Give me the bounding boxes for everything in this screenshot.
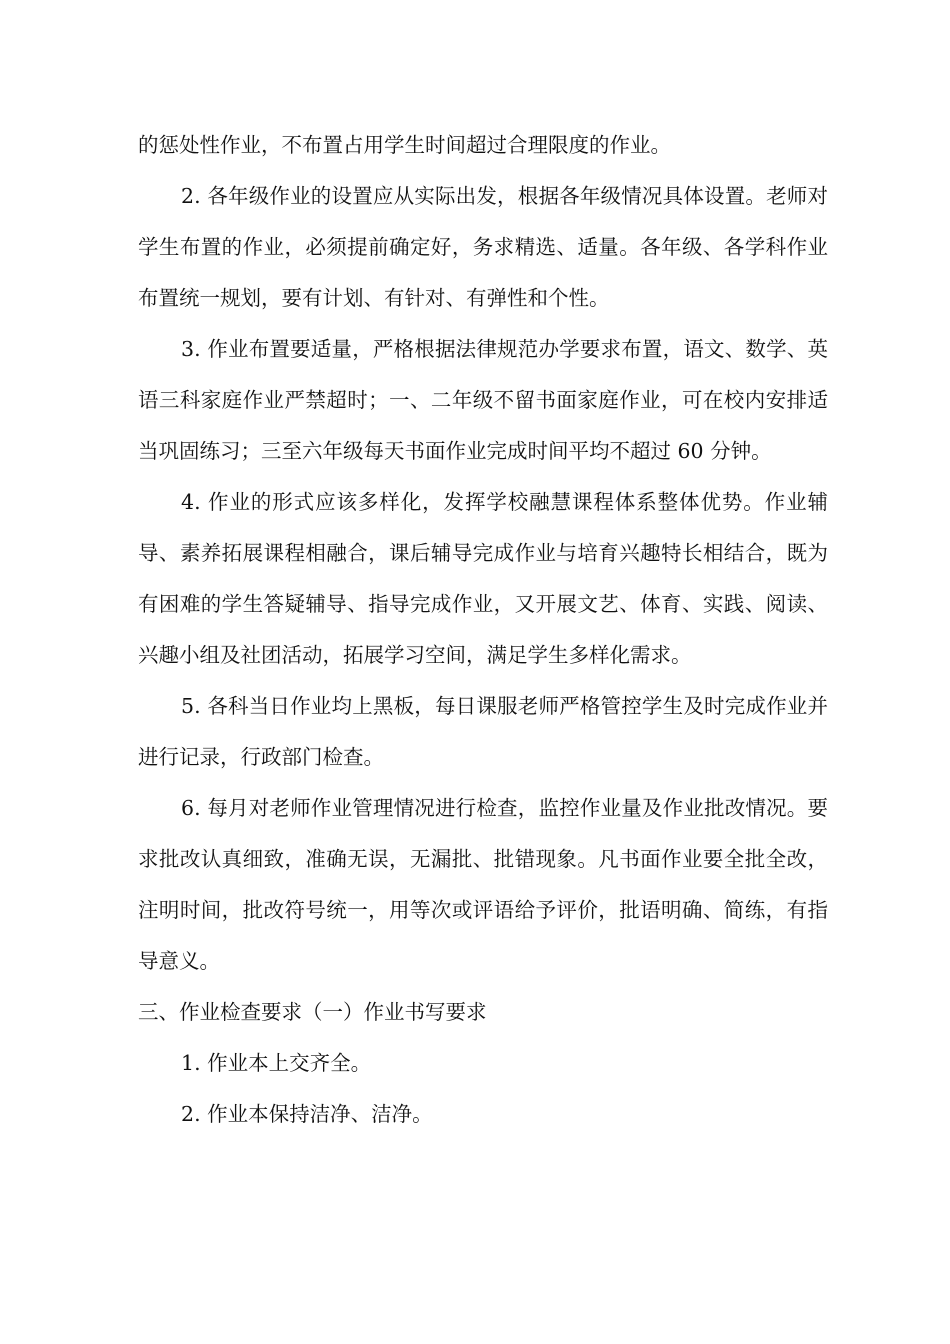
paragraph-item-5: 5. 各科当日作业均上黑板，每日课服老师严格管控学生及时完成作业并进行记录，行政部门检查。 [138,694,828,769]
paragraph-item-6: 6. 每月对老师作业管理情况进行检查，监控作业量及作业批改情况。要求批改认真细致，准确无误，无漏批、批错现象。凡书面作业要全批全改，注明时间，批改符号统一，用等次或评语给予评价，批语明确、简练，有指导意义。 [138,796,828,973]
paragraph-continuation: 的惩处性作业，不布置占用学生时间超过合理限度的作业。 [138,133,671,157]
paragraph-item-2: 2. 各年级作业的设置应从实际出发，根据各年级情况具体设置。老师对学生布置的作业，必须提前确定好，务求精选、适量。各年级、各学科作业布置统一规划，要有计划、有针对、有弹性和个性。 [138,184,828,310]
paragraph-item-3: 3. 作业布置要适量，严格根据法律规范办学要求布置，语文、数学、英语三科家庭作业严禁超时；一、二年级不留书面家庭作业，可在校内安排适当巩固练习；三至六年级每天书面作业完成时间平均不超过 60 分钟。 [138,337,828,463]
section-heading: 三、作业检查要求（一）作业书写要求 [138,1000,487,1024]
paragraph-item-4: 4. 作业的形式应该多样化，发挥学校融慧课程体系整体优势。作业辅导、素养拓展课程相融合，课后辅导完成作业与培育兴趣特长相结合，既为有困难的学生答疑辅导、指导完成作业，又开展文艺、体育、实践、阅读、兴趣小组及社团活动，拓展学习空间，满足学生多样化需求。 [138,490,828,667]
list-item-1: 1. 作业本上交齐全。 [181,1051,372,1075]
document-body [138,120,828,1140]
list-item-2: 2. 作业本保持洁净、洁净。 [181,1102,433,1126]
